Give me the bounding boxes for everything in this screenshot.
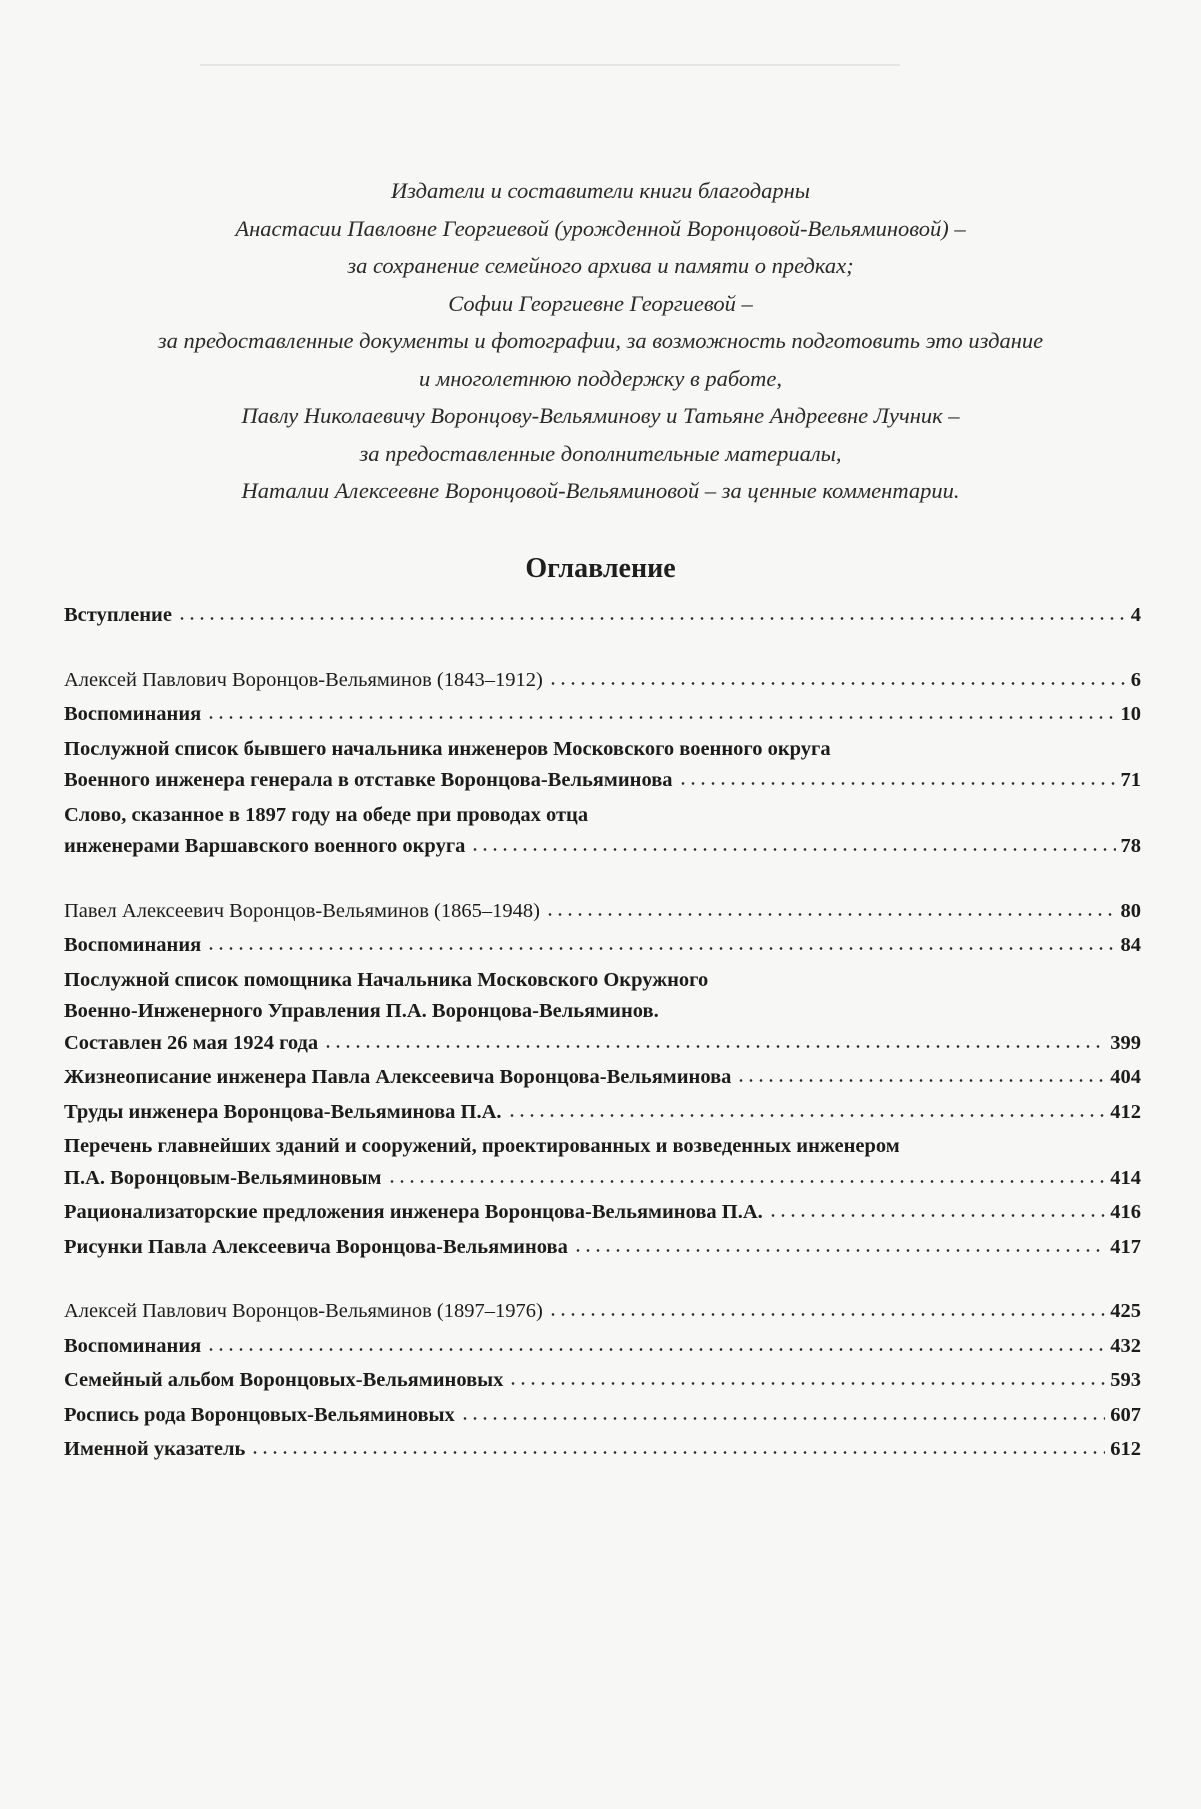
- dot-leader: [545, 913, 1116, 916]
- toc-page-number: 404: [1110, 1066, 1141, 1088]
- toc-entry-row: [64, 1163, 1141, 1195]
- dot-leader: [250, 1451, 1105, 1454]
- toc-entry: [64, 665, 1141, 697]
- dot-leader: [768, 1214, 1105, 1217]
- dot-leader: [548, 682, 1126, 685]
- toc-entry-row: [64, 896, 1141, 928]
- toc-entry-title: Семейный альбом Воронцовых-Вельяминовых: [64, 1369, 504, 1391]
- toc-page-number: 414: [1110, 1166, 1141, 1189]
- dot-leader: [206, 947, 1115, 950]
- dot-leader: [206, 716, 1115, 719]
- toc-entry: [64, 800, 1141, 863]
- toc-entry: [64, 1434, 1141, 1466]
- table-of-contents: [64, 600, 1141, 1469]
- toc-entry-title: Вступление: [64, 604, 172, 626]
- toc-entry-title: Роспись рода Воронцовых-Вельяминовых: [64, 1403, 455, 1426]
- toc-entry: [64, 965, 1141, 1060]
- toc-entry-title: Алексей Павлович Воронцов-Вельяминов (1843–1912): [64, 668, 543, 691]
- toc-page-number: 417: [1110, 1235, 1141, 1258]
- toc-page-number: 71: [1120, 769, 1141, 791]
- toc-page-number: 6: [1130, 668, 1141, 691]
- toc-page-number: 78: [1120, 835, 1141, 857]
- acknowledgements: [64, 172, 1137, 510]
- toc-entry-title: Алексей Павлович Воронцов-Вельяминов (1897–1976): [64, 1300, 543, 1322]
- toc-title: Оглавление: [525, 553, 676, 584]
- toc-entry-row: [64, 600, 1141, 632]
- toc-entry: [64, 896, 1141, 928]
- dot-leader: [736, 1079, 1105, 1082]
- toc-entry-title: Военного инженера генерала в отставке Воронцова-Вельяминова: [64, 769, 673, 791]
- dot-leader: [678, 782, 1116, 785]
- toc-page-number: 412: [1110, 1100, 1141, 1123]
- toc-page-number: 607: [1110, 1403, 1141, 1426]
- toc-entry: [64, 1062, 1141, 1094]
- ack-line: и многолетнюю поддержку в работе,: [419, 365, 782, 391]
- toc-entry-title: Жизнеописание инженера Павла Алексеевича Воронцова-Вельяминова: [64, 1066, 732, 1088]
- dot-leader: [460, 1417, 1105, 1420]
- toc-page-number: 416: [1110, 1201, 1141, 1223]
- ack-line: за предоставленные дополнительные материалы,: [359, 440, 842, 466]
- toc-entry: [64, 734, 1141, 797]
- toc-entry-title: Именной указатель: [64, 1438, 246, 1460]
- ack-line: Анастасии Павловне Георгиевой (урожденной Воронцовой-Вельяминовой) –: [235, 215, 966, 241]
- toc-page-number: 84: [1120, 934, 1141, 956]
- dot-leader: [387, 1180, 1106, 1183]
- toc-entry-title: Труды инженера Воронцова-Вельяминова П.А.: [64, 1100, 502, 1123]
- dot-leader: [573, 1249, 1105, 1252]
- toc-entry-title: Павел Алексеевич Воронцов-Вельяминов (1865–1948): [64, 899, 540, 922]
- toc-entry-row: [64, 699, 1141, 731]
- toc-entry-title: Рисунки Павла Алексеевича Воронцова-Вельяминова: [64, 1235, 568, 1258]
- toc-page-number: 10: [1120, 703, 1141, 725]
- toc-entry: [64, 1232, 1141, 1264]
- toc-entry-row: [64, 831, 1141, 863]
- toc-page-number: 593: [1110, 1369, 1141, 1391]
- toc-entry-title: П.А. Воронцовым-Вельяминовым: [64, 1166, 382, 1189]
- toc-entry: [64, 1365, 1141, 1397]
- toc-entry-line: Слово, сказанное в 1897 году на обеде при проводах отца: [64, 803, 589, 826]
- toc-page-number: 4: [1130, 604, 1141, 626]
- toc-entry-line: Перечень главнейших зданий и сооружений, проектированных и возведенных инженером: [64, 1135, 900, 1157]
- ack-line: за предоставленные документы и фотографии, за возможность подготовить это издание: [157, 328, 1044, 353]
- ack-line: Павлу Николаевичу Воронцову-Вельяминову и Татьяне Андреевне Лучник –: [241, 403, 960, 428]
- toc-page-number: 399: [1110, 1031, 1141, 1054]
- toc-entry-row: [64, 1232, 1141, 1264]
- toc-page-number: 80: [1120, 899, 1141, 922]
- toc-page-number: 612: [1110, 1438, 1141, 1460]
- dot-leader: [177, 617, 1126, 620]
- toc-page-number: 425: [1110, 1300, 1141, 1322]
- toc-entry-row: [64, 1296, 1141, 1328]
- dot-leader: [507, 1114, 1106, 1117]
- toc-entry-row: [64, 1400, 1141, 1432]
- toc-entry-row: [64, 765, 1141, 797]
- toc-page-number: 432: [1110, 1334, 1141, 1357]
- toc-entry: [64, 1097, 1141, 1129]
- toc-entry: [64, 1197, 1141, 1229]
- dot-leader: [323, 1045, 1105, 1048]
- toc-entry: [64, 1400, 1141, 1432]
- toc-entry-row: [64, 665, 1141, 697]
- ack-line: Издатели и составители книги благодарны: [390, 178, 811, 203]
- dot-leader: [206, 1348, 1105, 1351]
- toc-entry-line: Послужной список помощника Начальника Московского Окружного: [64, 968, 709, 991]
- toc-entry-line: Военно-Инженерного Управления П.А. Воронцова-Вельяминов.: [64, 1000, 659, 1022]
- toc-entry: [64, 1331, 1141, 1363]
- toc-entry: [64, 1296, 1141, 1328]
- toc-entry-row: [64, 1097, 1141, 1129]
- toc-entry-row: [64, 1331, 1141, 1363]
- toc-entry-title: Воспоминания: [64, 934, 202, 956]
- bleed-through-line: [200, 64, 900, 66]
- dot-leader: [470, 848, 1115, 851]
- toc-entry: [64, 1131, 1141, 1194]
- toc-entry-title: Составлен 26 мая 1924 года: [64, 1031, 319, 1054]
- toc-entry: [64, 600, 1141, 632]
- toc-entry-row: [64, 1028, 1141, 1060]
- toc-entry-row: [64, 1365, 1141, 1397]
- toc-entry-row: [64, 1434, 1141, 1466]
- dot-leader: [548, 1313, 1105, 1316]
- toc-entry-row: [64, 1062, 1141, 1094]
- toc-entry: [64, 699, 1141, 731]
- toc-entry-line: Послужной список бывшего начальника инженеров Московского военного округа: [64, 737, 831, 760]
- dot-leader: [508, 1382, 1105, 1385]
- toc-entry-row: [64, 1197, 1141, 1229]
- ack-line: Наталии Алексеевне Воронцовой-Вельяминовой – за ценные комментарии.: [241, 478, 960, 503]
- ack-line: за сохранение семейного архива и памяти о предках;: [347, 253, 854, 278]
- toc-entry-title: инженерами Варшавского военного округа: [64, 835, 466, 857]
- toc-entry-title: Рационализаторские предложения инженера Воронцова-Вельяминова П.А.: [64, 1201, 763, 1223]
- ack-line: Софии Георгиевне Георгиевой –: [448, 290, 753, 316]
- toc-entry-row: [64, 930, 1141, 962]
- toc-entry-title: Воспоминания: [64, 1334, 202, 1357]
- toc-entry: [64, 930, 1141, 962]
- toc-entry-title: Воспоминания: [64, 703, 202, 725]
